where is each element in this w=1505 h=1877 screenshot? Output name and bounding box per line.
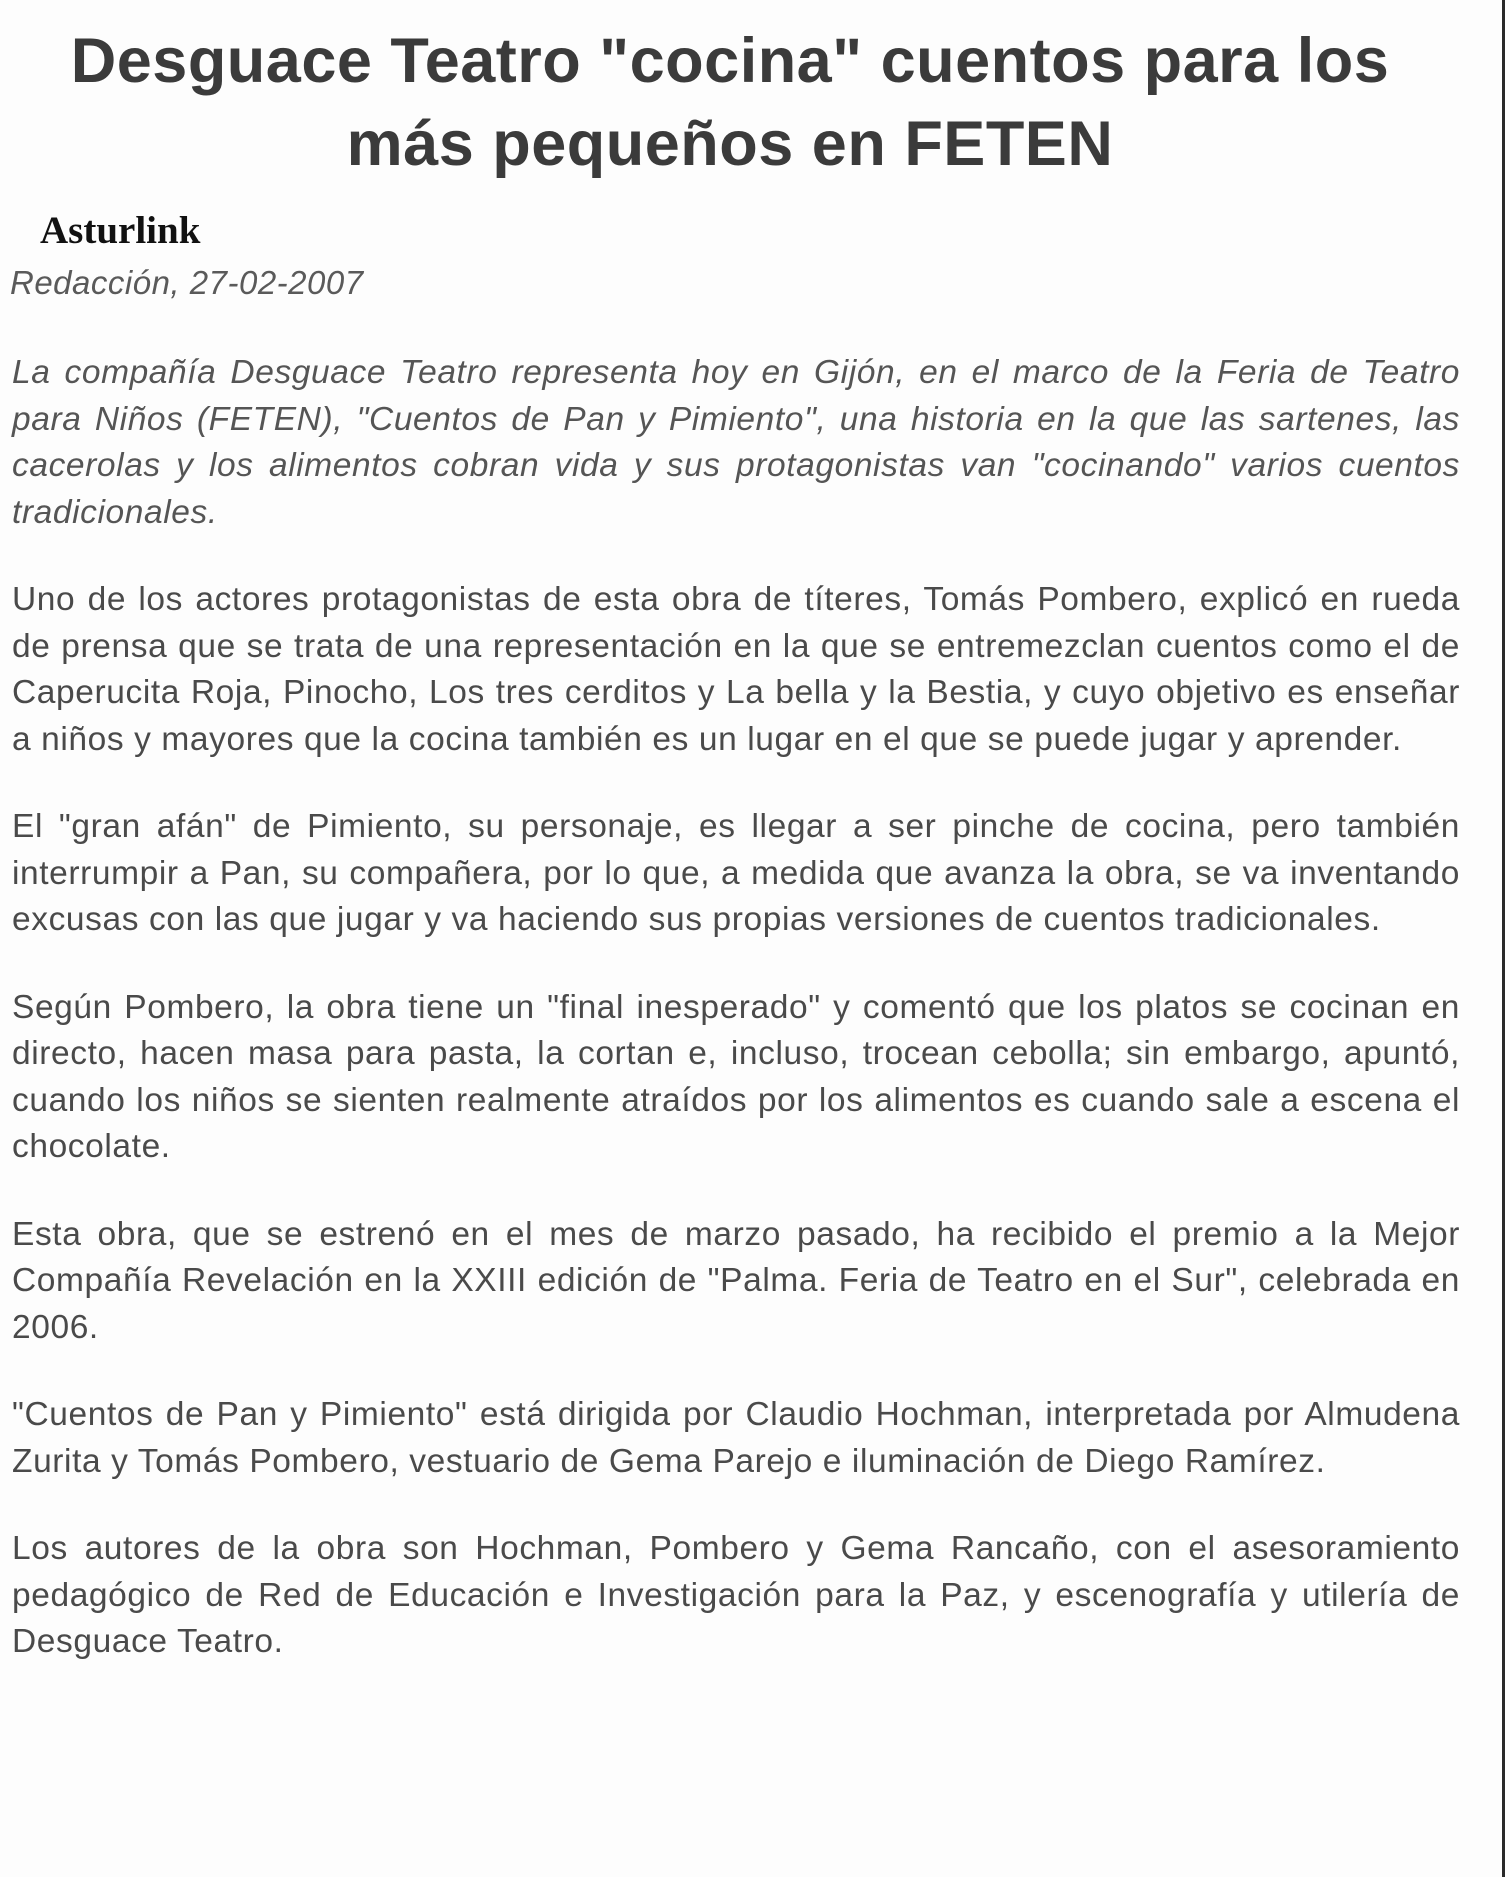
article-headline: Desguace Teatro "cocina" cuentos para los más pequeños en FETEN	[70, 26, 1390, 179]
source-name: Asturlink	[40, 209, 201, 252]
article-body	[12, 350, 1460, 1707]
byline-date: Redacción, 27-02-2007	[10, 264, 364, 301]
body-paragraph: El "gran afán" de Pimiento, su personaje, es llegar a ser pinche de cocina, pero también interrumpir a Pan, su compañera, por lo que, a medida que avanza la obra, se va inventando excusas con las que jugar y va haciendo sus propias versiones de cuentos tradicionales.	[12, 808, 1460, 938]
body-paragraph: Los autores de la obra son Hochman, Pombero y Gema Rancaño, con el asesoramiento pedagógico de Red de Educación e Investigación para la Paz, y escenografía y utilería de Desguace Teatro.	[12, 1530, 1460, 1660]
body-paragraph: Uno de los actores protagonistas de esta obra de títeres, Tomás Pombero, explicó en rueda de prensa que se trata de una representación en la que se entremezclan cuentos como el de Caperucita Roja, Pinocho, Los tres cerditos y La bella y la Bestia, y cuyo objetivo es enseñar a niños y mayores que la cocina también es un lugar en el que se puede jugar y aprender.	[12, 581, 1460, 758]
body-paragraph: "Cuentos de Pan y Pimiento" está dirigida por Claudio Hochman, interpretada por Almudena Zurita y Tomás Pombero, vestuario de Gema Parejo e iluminación de Diego Ramírez.	[12, 1396, 1460, 1480]
body-paragraph: Esta obra, que se estrenó en el mes de marzo pasado, ha recibido el premio a la Mejor Compañía Revelación en la XXIII edición de "Palma. Feria de Teatro en el Sur", celebrada en 2006.	[12, 1215, 1460, 1346]
lead-paragraph: La compañía Desguace Teatro representa hoy en Gijón, en el marco de la Feria de Teatro para Niños (FETEN), "Cuentos de Pan y Pimiento", una historia en la que las sartenes, las cacerolas y los alimentos cobran vida y sus protagonistas van "cocinando" varios cuentos tradicionales.	[12, 354, 1460, 531]
body-paragraph: Según Pombero, la obra tiene un "final inesperado" y comentó que los platos se cocinan en directo, hacen masa para pasta, la cortan e, incluso, trocean cebolla; sin embargo, apuntó, cuando los niños se sienten realmente atraídos por los alimentos es cuando sale a escena el chocolate.	[12, 988, 1460, 1165]
